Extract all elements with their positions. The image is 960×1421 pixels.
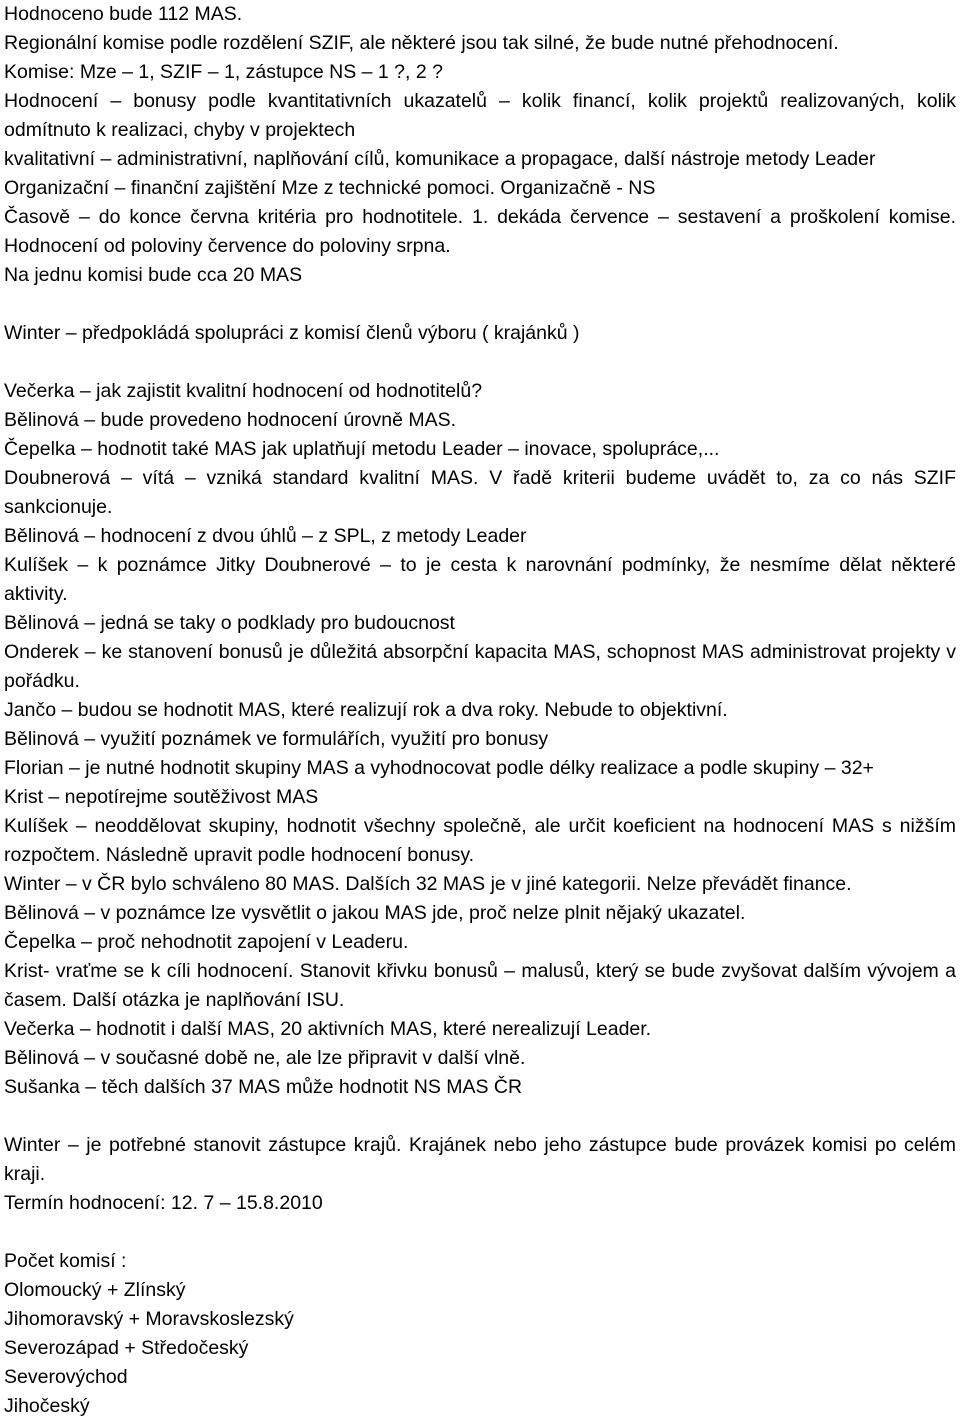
paragraph: Organizační – finanční zajištění Mze z technické pomoci. Organizačně - NS [4,177,656,199]
paragraph: kvalitativní – administrativní, naplňování cílů, komunikace a propagace, další nástroje metody Leader [4,148,876,170]
blank-line [4,1218,956,1247]
paragraph: Časově – do konce června kritéria pro hodnotitele. 1. dekáda července – sestavení a proškolení komise. Hodnocení od poloviny července do poloviny srpna. [4,206,956,257]
paragraph: Bělinová – hodnocení z dvou úhlů – z SPL, z metody Leader [4,525,527,547]
paragraph: Doubnerová – vítá – vzniká standard kvalitní MAS. V řadě kriterii budeme uvádět to, za co nás SZIF sankcionuje. [4,467,956,518]
paragraph: Bělinová – v současné době ne, ale lze připravit v další vlně. [4,1047,526,1069]
document-body [4,0,956,1421]
paragraph: Na jednu komisi bude cca 20 MAS [4,264,303,286]
paragraph: Kulíšek – neoddělovat skupiny, hodnotit všechny společně, ale určit koeficient na hodnocení MAS s nižším rozpočtem. Následně upravit podle hodnocení bonusy. [4,815,956,866]
list-item: Severovýchod [4,1366,128,1388]
paragraph: Krist- vraťme se k cíli hodnocení. Stanovit křivku bonusů – malusů, který se bude zvyšovat dalším vývojem a časem. Další otázka je naplňování ISU. [4,960,956,1011]
paragraph: Krist – nepotírejme soutěživost MAS [4,786,319,808]
paragraph: Čepelka – proč nehodnotit zapojení v Leaderu. [4,931,409,953]
blank-line [4,1102,956,1131]
paragraph: Winter – je potřebné stanovit zástupce krajů. Krajánek nebo jeho zástupce bude provázek komisi po celém kraji. [4,1134,956,1185]
list-item: Jihočeský [4,1395,90,1417]
paragraph: Jančo – budou se hodnotit MAS, které realizují rok a dva roky. Nebude to objektivní. [4,699,728,721]
paragraph: Winter – v ČR bylo schváleno 80 MAS. Dalších 32 MAS je v jiné kategorii. Nelze převádět finance. [4,873,852,895]
paragraph: Večerka – jak zajistit kvalitní hodnocení od hodnotitelů? [4,380,483,402]
blank-line [4,290,956,319]
list-item: Olomoucký + Zlínský [4,1279,186,1301]
paragraph: Bělinová – bude provedeno hodnocení úrovně MAS. [4,409,457,431]
paragraph: Počet komisí : [4,1250,127,1272]
blank-line [4,348,956,377]
paragraph: Termín hodnocení: 12. 7 – 15.8.2010 [4,1192,323,1214]
paragraph: Hodnoceno bude 112 MAS. [4,3,243,25]
paragraph: Čepelka – hodnotit také MAS jak uplatňují metodu Leader – inovace, spolupráce,... [4,438,720,460]
paragraph: Bělinová – v poznámce lze vysvětlit o jakou MAS jde, proč nelze plnit nějaký ukazatel. [4,902,746,924]
paragraph: Kulíšek – k poznámce Jitky Doubnerové – to je cesta k narovnání podmínky, že nesmíme dělat některé aktivity. [4,554,956,605]
paragraph: Hodnocení – bonusy podle kvantitativních ukazatelů – kolik financí, kolik projektů realizovaných, kolik odmítnuto k realizaci, chyby v projektech [4,90,956,141]
paragraph: Regionální komise podle rozdělení SZIF, ale některé jsou tak silné, že bude nutné přehodnocení. [4,32,839,54]
paragraph: Sušanka – těch dalších 37 MAS může hodnotit NS MAS ČR [4,1076,523,1098]
paragraph: Onderek – ke stanovení bonusů je důležitá absorpční kapacita MAS, schopnost MAS administrovat projekty v pořádku. [4,641,956,692]
list-item: Severozápad + Středočeský [4,1337,249,1359]
list-item: Jihomoravský + Moravskoslezský [4,1308,294,1330]
paragraph: Bělinová – využití poznámek ve formulářích, využití pro bonusy [4,728,549,750]
paragraph: Večerka – hodnotit i další MAS, 20 aktivních MAS, které nerealizují Leader. [4,1018,652,1040]
paragraph: Komise: Mze – 1, SZIF – 1, zástupce NS – 1 ?, 2 ? [4,61,443,83]
paragraph: Winter – předpokládá spolupráci z komisí členů výboru ( krajánků ) [4,322,580,344]
paragraph: Bělinová – jedná se taky o podklady pro budoucnost [4,612,455,634]
paragraph: Florian – je nutné hodnotit skupiny MAS a vyhodnocovat podle délky realizace a podle skupiny – 32+ [4,757,874,779]
